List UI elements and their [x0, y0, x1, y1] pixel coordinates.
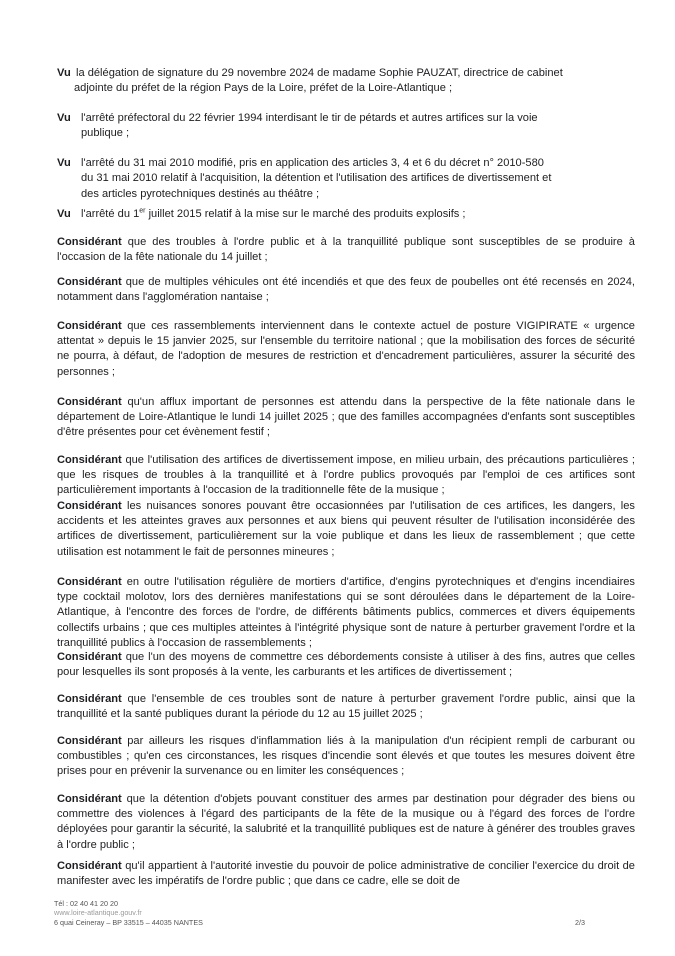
vu-keyword: Vu: [57, 208, 71, 220]
footer-address: 6 quai Ceineray – BP 33515 – 44035 NANTES: [54, 917, 203, 927]
vu-item-2: Vu l'arrêté préfectoral du 22 février 1994 interdisant le tir de pétards et autres artifices sur la voie publique ;: [57, 112, 538, 140]
considerant-12: Considérant qu'il appartient à l'autorité investie du pouvoir de police administrative de concilier l'exercice du droit de manifester avec les impératifs de l'ordre public ; que dans ce cadre, elle se doit de: [57, 860, 635, 888]
considerant-7: Considérant en outre l'utilisation régulière de mortiers d'artifice, d'engins pyrotechniques et d'engins incendiaires type cocktail molotov, lors des dernières manifestations qui se sont déroulées dans le département de la Loire-Atlantique, à l'encontre des forces de l'ordre, de différents bâtiments publics, commerces et divers équipements collectifs urbains ; que ces multiples atteintes à l'intégrité physique sont de nature à perturber gravement l'ordre et la tranquillité publics à l'occasion de rassemblements ;: [57, 576, 635, 649]
vu-item-1: Vu la délégation de signature du 29 novembre 2024 de madame Sophie PAUZAT, directrice de cabinet adjointe du préfet de la région Pays de la Loire, préfet de la Loire-Atlantique ;: [57, 67, 563, 95]
footer-phone: Tél : 02 40 41 20 20: [54, 899, 118, 908]
considerant-10: Considérant par ailleurs les risques d'inflammation liés à la manipulation d'un récipient rempli de carburant ou combustibles ; qu'en ces circonstances, les risques d'incendie sont élevés et que toutes les mesures doivent être prises pour en prévenir la survenance ou en limiter les conséquences ;: [57, 735, 635, 778]
page-number: 2/3: [575, 918, 585, 927]
considerant-8: Considérant que l'un des moyens de commettre ces débordements consiste à utiliser à des fins, autres que celles pour lesquelles ils sont proposés à la vente, les carburants et les artifices de divertissement ;: [57, 651, 635, 679]
page-footer: [54, 899, 203, 927]
considerant-1: Considérant que des troubles à l'ordre public et à la tranquillité publique sont susceptibles de se produire à l'occasion de la fête nationale du 14 juillet ;: [57, 236, 635, 264]
considerant-2: Considérant que de multiples véhicules ont été incendiés et que des feux de poubelles ont été recensés en 2024, notamment dans l'agglomération nantaise ;: [57, 276, 635, 304]
considerant-4: Considérant qu'un afflux important de personnes est attendu dans la perspective de la fête nationale dans le département de Loire-Atlantique le lundi 14 juillet 2025 ; que des familles accompagnées d'enfants sont susceptibles d'être présentes pour cet évènement festif ;: [57, 396, 635, 439]
considerant-9: Considérant que l'ensemble de ces troubles sont de nature à perturber gravement l'ordre public, ainsi que la tranquillité et la santé publiques durant la période du 12 au 15 juillet 2025 ;: [57, 693, 635, 721]
vu-item-4: Vu l'arrêté du 1er juillet 2015 relatif à la mise sur le marché des produits explosifs ;: [57, 207, 635, 222]
considerant-6: Considérant les nuisances sonores pouvant être occasionnées par l'utilisation de ces artifices, les dangers, les accidents et les atteintes graves aux personnes et aux biens qui peuvent résulter de l'utilisation inconsidérée des artifices de divertissement, particulièrement sur la voie publique et dans les lieux de rassemblement ; que cette utilisation est notamment le fait de personnes mineures ;: [57, 500, 635, 558]
considerant-3: Considérant que ces rassemblements interviennent dans le contexte actuel de posture VIGIPIRATE « urgence attentat » depuis le 15 janvier 2025, sur l'ensemble du territoire national ; que la mobilisation des forces de sécurité ne pourra, à défaut, de l'adoption de mesures de restriction et d'encadrement particulières, assurer la sécurité des personnes ;: [57, 320, 635, 378]
considerant-5: Considérant que l'utilisation des artifices de divertissement impose, en milieu urbain, des précautions particulières ; que les risques de troubles à la tranquillité et à l'ordre publics provoqués par l'emploi de ces artifices sont particulièrement importants à l'occasion de la traditionnelle fête de la musique ;: [57, 454, 635, 497]
footer-website: www.loire-atlantique.gouv.fr: [54, 908, 142, 918]
vu-keyword: Vu: [57, 112, 71, 124]
vu-keyword: Vu: [57, 67, 71, 79]
vu-item-3: Vu l'arrêté du 31 mai 2010 modifié, pris en application des articles 3, 4 et 6 du décret n° 2010-580 du 31 mai 2010 relatif à l'acquisition, la détention et l'utilisation des artifices de divertissement et des articles pyrotechniques destinés au théâtre ;: [57, 157, 552, 200]
considerant-11: Considérant que la détention d'objets pouvant constituer des armes par destination pour dégrader des biens ou commettre des violences à l'égard des participants de la fête de la musique ou à l'égard des forces de l'ordre déployées pour garantir la sécurité, la salubrité et la tranquillité publiques est de nature à générer des troubles graves à l'ordre public ;: [57, 793, 635, 851]
vu-keyword: Vu: [57, 157, 71, 169]
